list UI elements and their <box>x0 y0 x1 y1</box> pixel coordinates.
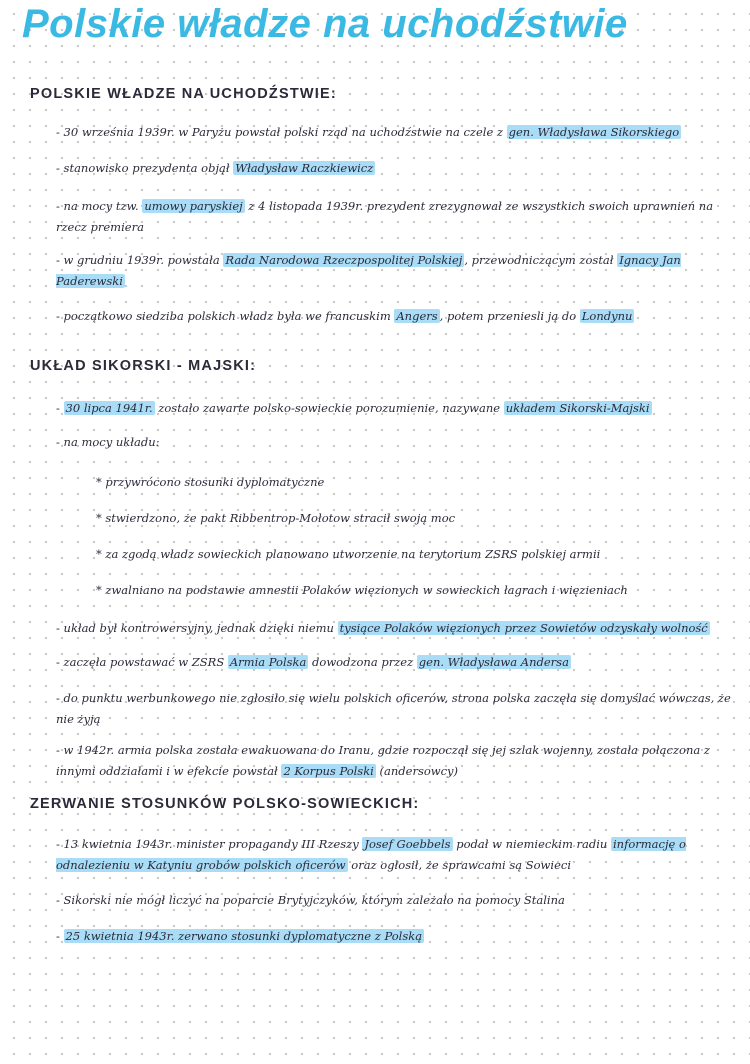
list-item <box>56 652 746 673</box>
list-item <box>56 740 746 782</box>
highlight: Londynu <box>581 309 633 323</box>
text: podał w niemieckim radiu <box>452 837 611 851</box>
highlight: 30 lipca 1941r. <box>65 401 153 415</box>
highlight: Armia Polska <box>229 655 307 669</box>
section-heading-sikorski-majski: UKŁAD SIKORSKI - MAJSKI: <box>30 358 257 374</box>
highlight: informację o odnalezieniu w Katyniu grobów polskich oficerów <box>56 837 686 872</box>
text: oraz ogłosił, że sprawcami są Sowieci <box>347 858 572 872</box>
list-item <box>56 306 746 327</box>
list-item <box>56 834 746 876</box>
highlight: gen. Władysława Sikorskiego <box>508 125 680 139</box>
text: , potem przeniesli ją do <box>439 309 580 323</box>
text: w grudniu 1939r. powstała <box>63 253 224 267</box>
list-item <box>56 250 746 292</box>
highlight: gen. Władysława Andersa <box>418 655 569 669</box>
text: układ był kontrowersyjny, jednak dzięki niemu <box>63 621 338 635</box>
highlight: 25 kwietnia 1943r. zerwano stosunki dyplomatyczne z Polską <box>65 929 423 943</box>
sub-list-item: * za zgodą władz sowieckich planowano utworzenie na terytorium ZSRS polskiej armii <box>96 544 736 564</box>
list-item <box>56 890 746 911</box>
list-item <box>56 926 746 947</box>
text: (andersowcy) <box>375 764 459 778</box>
highlight: tysiące Polaków więzionych przez Sowietów odzyskały wolność <box>339 621 708 635</box>
text: 13 kwietnia 1943r. minister propagandy III Rzeszy <box>63 837 363 851</box>
text: dowodzona przez <box>308 655 417 669</box>
list-item <box>56 122 746 143</box>
list-item <box>56 432 746 453</box>
text: na mocy tzw. <box>63 199 143 213</box>
list-item <box>56 158 746 179</box>
text: na mocy układu: <box>63 435 160 449</box>
highlight: 2 Korpus Polski <box>283 764 374 778</box>
highlight: Josef Goebbels <box>364 837 451 851</box>
text: , przewodniczącym został <box>464 253 618 267</box>
list-item <box>56 196 746 238</box>
sub-list-item: * zwalniano na podstawie amnestii Polaków więzionych w sowieckich łagrach i więzieniach <box>96 580 736 600</box>
section-heading-government-in-exile: POLSKIE WŁADZE NA UCHODŹSTWIE: <box>30 86 337 102</box>
sub-list-item: * przywrócono stosunki dyplomatyczne <box>96 472 736 492</box>
text: z 4 listopada 1939r. prezydent zrezygnował ze wszystkich swoich uprawnień na rzecz premiera <box>56 199 714 234</box>
highlight: Rada Narodowa Rzeczpospolitej Polskiej <box>225 253 463 267</box>
text: zostało zawarte polsko-sowieckie porozumienie, nazywane <box>154 401 504 415</box>
text: zaczęła powstawać w ZSRS <box>63 655 228 669</box>
sub-list-item: * stwierdzono, że pakt Ribbentrop-Mołotow stracił swoją moc <box>96 508 736 528</box>
section-heading-severing-relations: ZERWANIE STOSUNKÓW POLSKO-SOWIECKICH: <box>30 796 420 812</box>
highlight: Władysław Raczkiewicz <box>235 161 374 175</box>
highlight: układem Sikorski-Majski <box>505 401 650 415</box>
text: początkowo siedziba polskich władz była we francuskim <box>63 309 395 323</box>
highlight: Angers <box>396 309 438 323</box>
page-title: Polskie władze na uchodźstwie <box>22 2 628 46</box>
text: stanowisko prezydenta objął <box>63 161 234 175</box>
list-item <box>56 618 746 639</box>
list-item <box>56 688 746 730</box>
text: 30 września 1939r. w Paryżu powstał polski rząd na uchodźstwie na czele z <box>63 125 507 139</box>
text: do punktu werbunkowego nie zgłosiło się wielu polskich oficerów, strona polska zaczęła się domyślać wówczas, że nie żyją <box>56 691 731 726</box>
text: w 1942r. armia polska została ewakuowana do Iranu, gdzie rozpoczął się jej szlak wojenny, została połączona z innymi oddziałami i w efekcie powstał <box>56 743 710 778</box>
text: Sikorski nie mógł liczyć na poparcie Brytyjczyków, którym zależało na pomocy Stalina <box>63 893 565 907</box>
highlight: umowy paryskiej <box>144 199 243 213</box>
list-item <box>56 398 746 419</box>
highlight: Ignacy Jan Paderewski <box>56 253 681 288</box>
